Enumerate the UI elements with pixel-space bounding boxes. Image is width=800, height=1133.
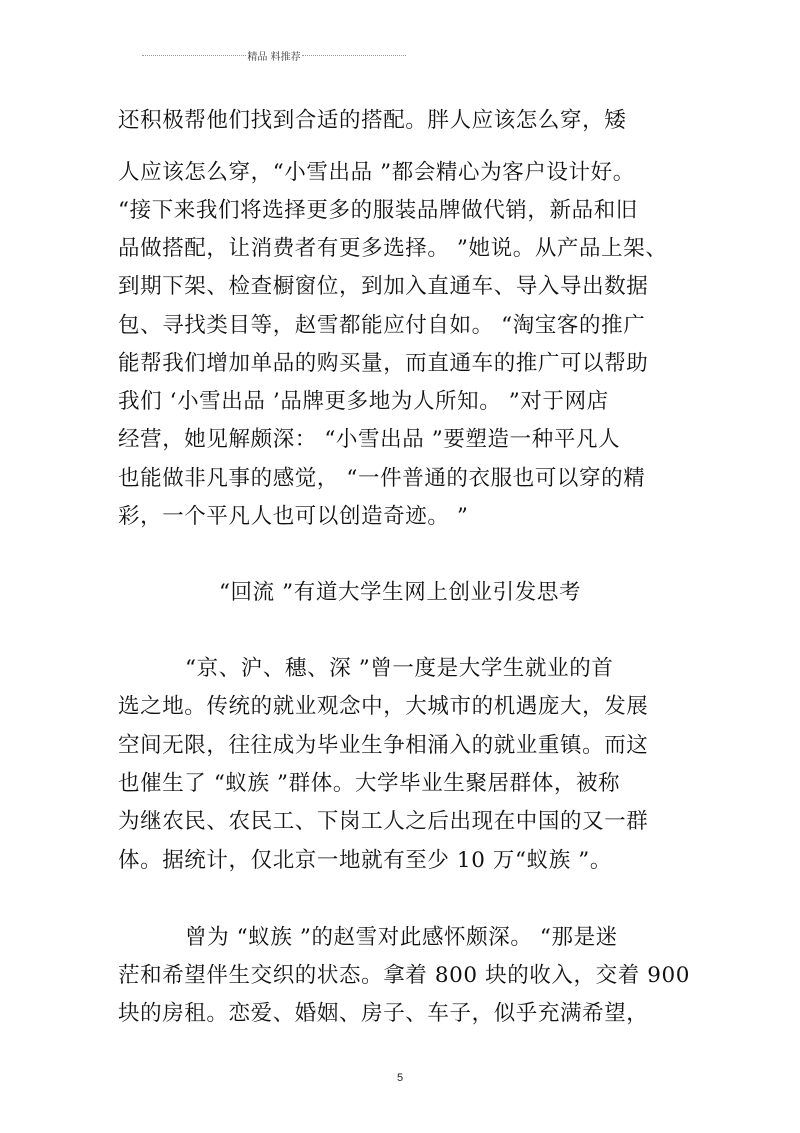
page-header [142, 48, 406, 62]
text-line: 也催生了 “蚁族 ”群体。大学毕业生聚居群体，被称 [118, 771, 621, 796]
page-number: 5 [396, 1072, 404, 1084]
header-label: 精品 料推荐 [247, 51, 301, 63]
text-line: 品做搭配，让消费者有更多选择。 ”她说。从产品上架、 [118, 236, 668, 261]
text-line: “京、沪、穗、深 ”曾一度是大学生就业的首 [185, 656, 614, 681]
header-rule-right [302, 55, 406, 56]
text-line: 选之地。传统的就业观念中，大城市的机遇庞大，发展 [118, 694, 649, 719]
text-line: 包、寻找类目等，赵雪都能应付自如。 “淘宝客的推广 [118, 313, 646, 338]
text-line: 能帮我们增加单品的购买量，而直通车的推广可以帮助 [118, 351, 649, 376]
text-line: 还积极帮他们找到合适的搭配。胖人应该怎么穿，矮 [118, 108, 627, 133]
text-line: 彩，一个平凡人也可以创造奇迹。 ” [118, 504, 469, 529]
text-line: 到期下架、检查橱窗位，到加入直通车、导入导出数据 [118, 274, 649, 299]
text-line: 为继农民、农民工、下岗工人之后出现在中国的又一群 [118, 809, 649, 834]
text-line: 茫和希望伴生交织的状态。拿着 800 块的收入，交着 900 [118, 963, 691, 988]
text-line: 曾为 “蚁族 ”的赵雪对此感怀颇深。 “那是迷 [185, 925, 618, 950]
text-line: 我们 ‘小雪出品 ’品牌更多地为人所知。 ”对于网店 [118, 389, 609, 414]
text-line: 空间无限，往往成为毕业生争相涌入的就业重镇。而这 [118, 733, 649, 758]
text-line: 经营，她见解颇深： “小雪出品 ”要塑造一种平凡人 [118, 427, 621, 452]
text-line: 人应该怎么穿，“小雪出品 ”都会精心为客户设计好。 [118, 160, 635, 185]
section-title: “回流 ”有道大学生网上创业引发思考 [218, 580, 582, 605]
text-line: 也能做非凡事的感觉， “一件普通的衣服也可以穿的精 [118, 466, 646, 491]
text-line: “接下来我们将选择更多的服装品牌做代销，新品和旧 [118, 198, 638, 223]
header-rule-left [142, 55, 246, 56]
text-line: 块的房租。恋爱、婚姻、房子、车子，似乎充满希望， [118, 1001, 649, 1026]
text-line: 体。据统计，仅北京一地就有至少 10 万“蚁族 ”。 [118, 848, 612, 873]
